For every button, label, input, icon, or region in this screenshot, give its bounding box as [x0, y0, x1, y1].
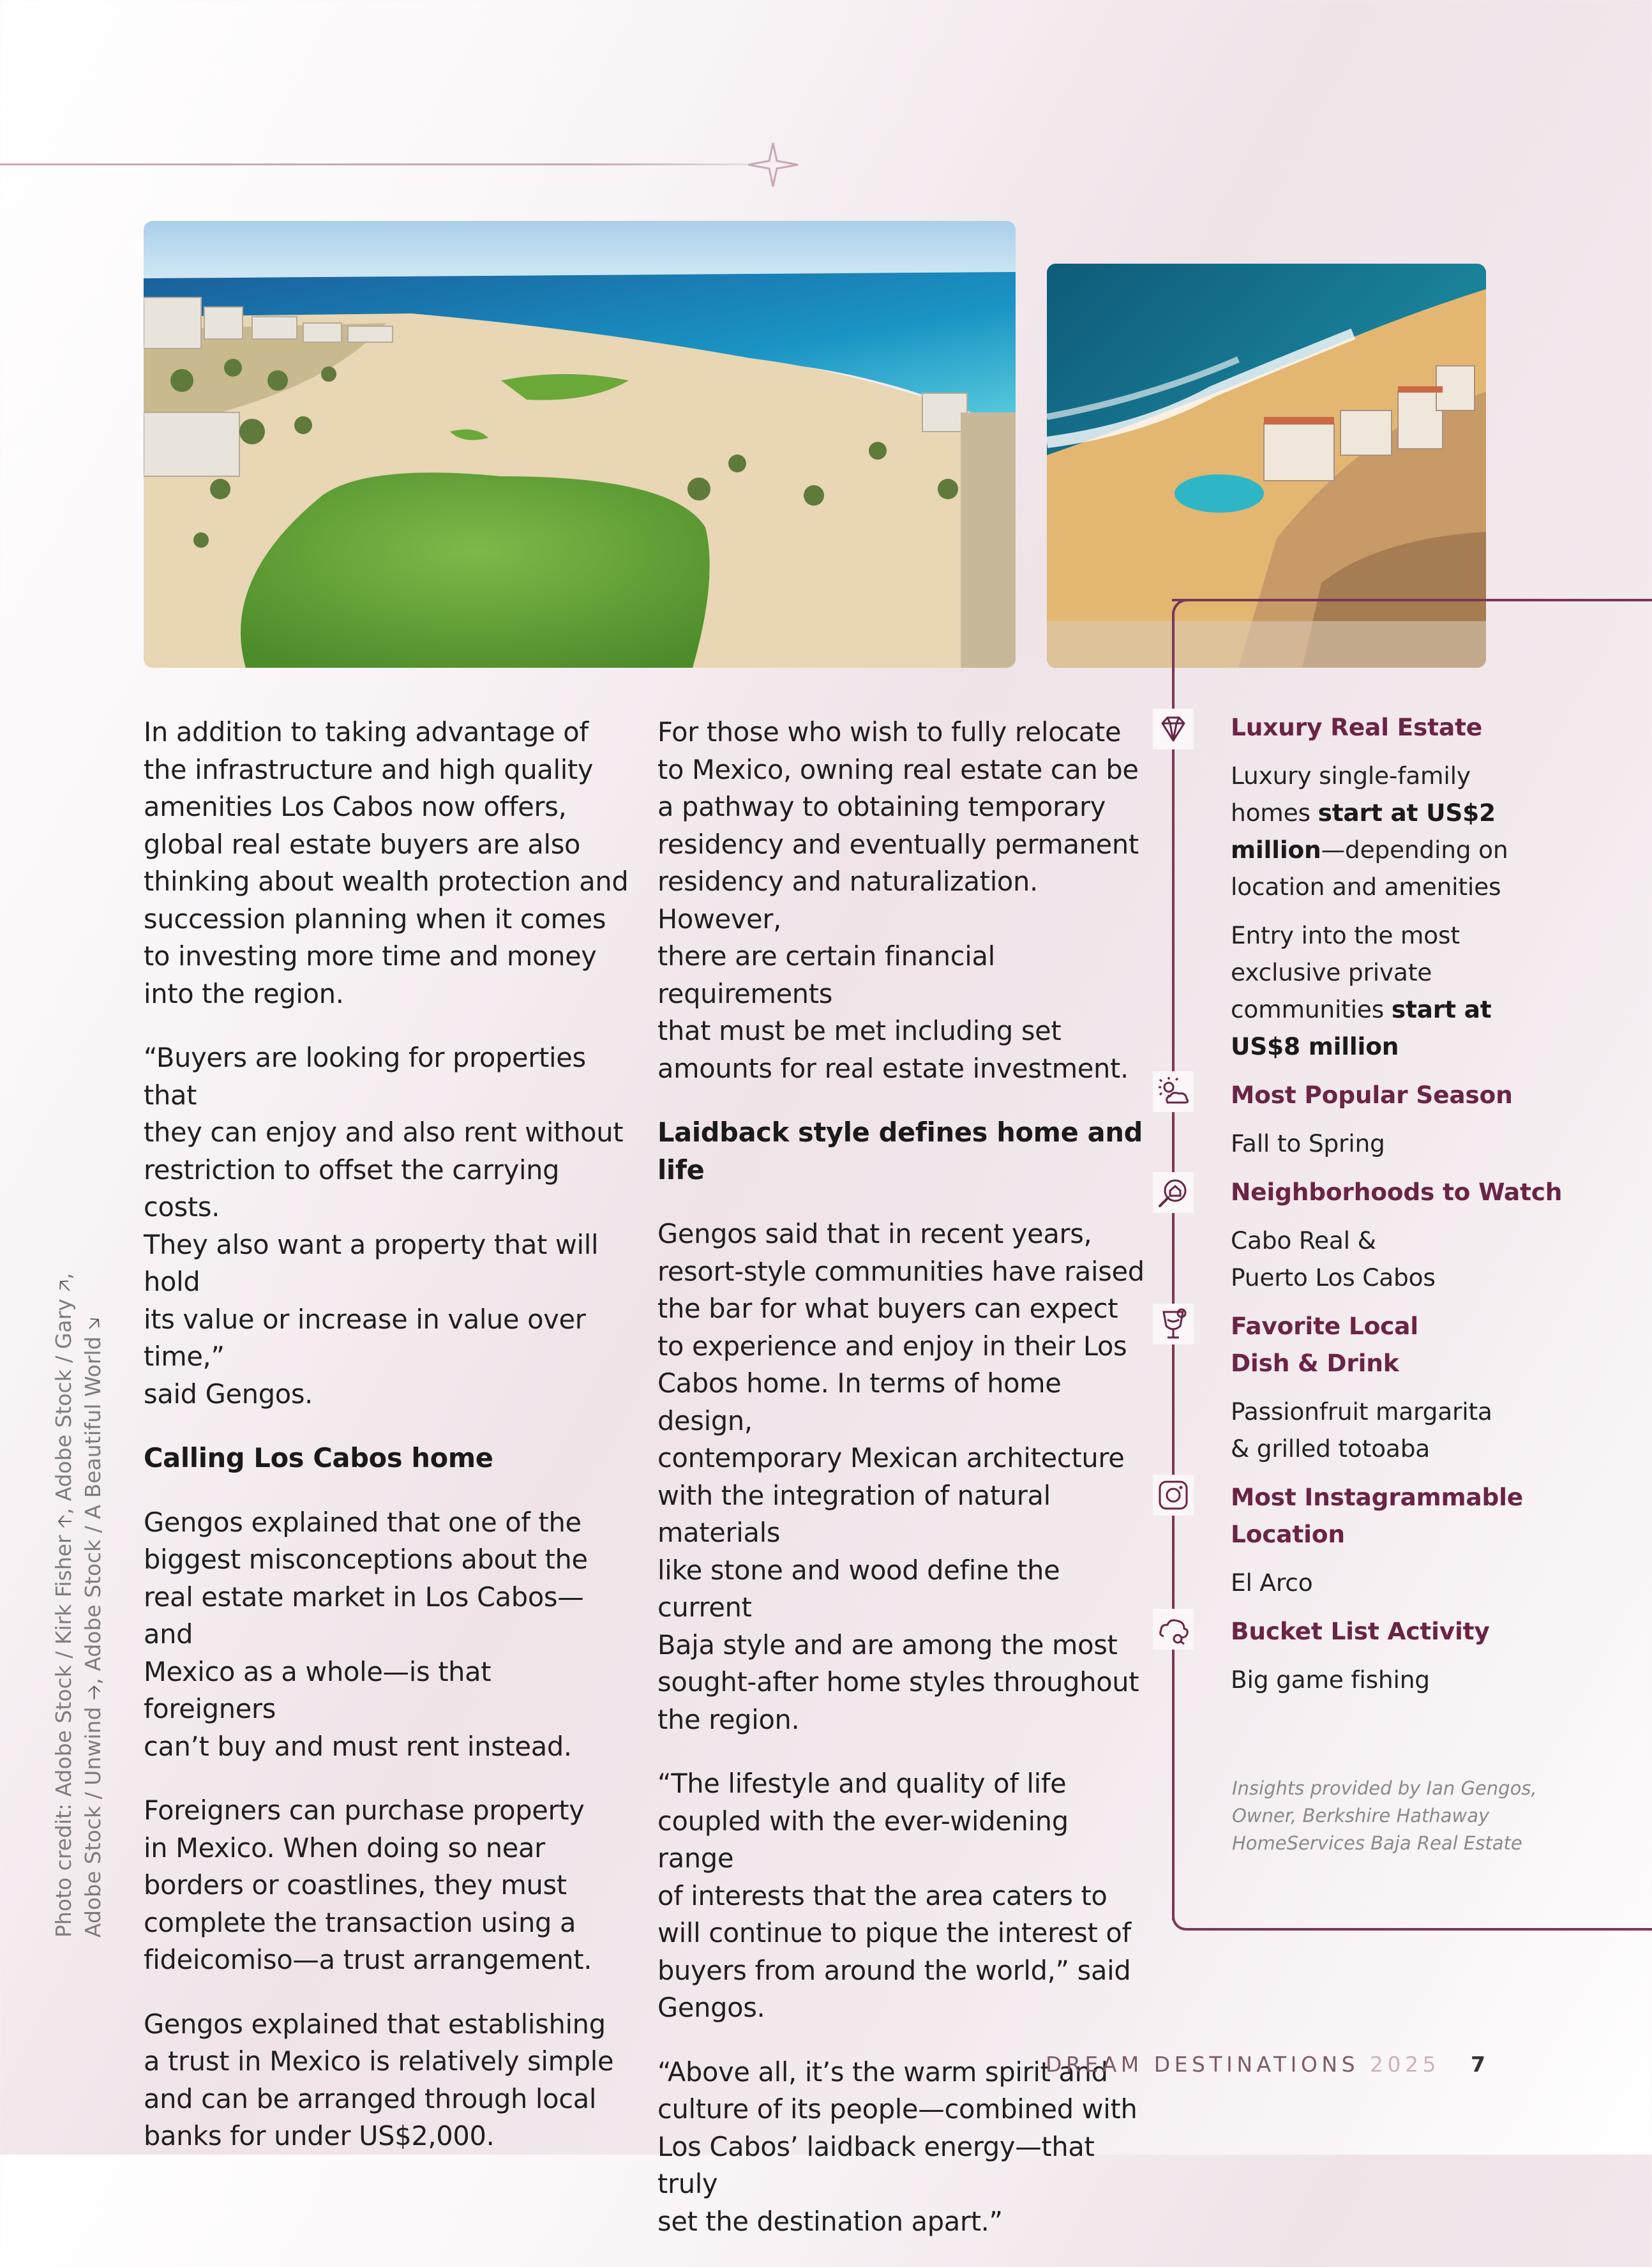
paragraph: Foreigners can purchase property in Mexico. When doing so near borders or coastlines, they must complete the transaction using a fideicomiso—a trust arrangement.	[144, 1795, 592, 1975]
paragraph: “Buyers are looking for properties that they can enjoy and also rent without restriction to offset the carrying costs. They also want a property that will hold its value or increase in value over time,” said Gengos.	[144, 1042, 624, 1410]
photo-credit-line	[79, 1286, 109, 1938]
golf-course-photo	[144, 221, 1016, 668]
cloud-activity-icon	[1153, 1609, 1194, 1650]
footer-year: 2025	[1370, 2052, 1441, 2077]
credit-text: , Adobe Stock / A Beautiful World	[80, 1329, 105, 1685]
fact-body	[1231, 757, 1626, 905]
page-number: 7	[1471, 2052, 1485, 2077]
fact-title: Most Instagrammable Location	[1231, 1483, 1524, 1548]
sidebar-frame-top	[1172, 599, 1652, 601]
footer-label	[1046, 2052, 1440, 2077]
fact-title: Favorite Local Dish & Drink	[1231, 1312, 1418, 1377]
paragraph: “Above all, it’s the warm spirit and culture of its people—combined with Los Cabos’ laidback energy—that truly set the destination apart.”	[657, 2056, 1138, 2237]
article-column-middle	[657, 714, 1149, 2267]
fact-body: Big game fishing	[1231, 1666, 1430, 1694]
fact-text: Entry into the most exclusive private communities	[1231, 921, 1460, 1023]
fact-body: Cabo Real & Puerto Los Cabos	[1231, 1226, 1436, 1292]
photo-credit-line	[50, 1272, 79, 1938]
credit-text: ,	[51, 1272, 76, 1280]
fact-title: Most Popular Season	[1231, 1081, 1513, 1109]
photo-credit	[50, 1272, 109, 1938]
fact-body: Fall to Spring	[1231, 1129, 1385, 1157]
cliff-resort-photo	[1047, 264, 1486, 668]
arrow-right-icon: 🡢	[83, 1684, 105, 1701]
section-heading: Laidback style defines home and life	[657, 1117, 1143, 1186]
section-heading: Calling Los Cabos home	[144, 1442, 493, 1473]
fact-dish-drink	[1231, 1307, 1626, 1467]
sidebar-frame-bottom	[1172, 1901, 1652, 1931]
fact-highlight: start at US$2 million	[1231, 799, 1496, 864]
fact-text: —depending on location and amenities	[1231, 836, 1508, 901]
paragraph: “The lifestyle and quality of life coupled with the ever-widening range of interests that the area caters to will continue to pique the interest of buyers from around the world,” said Gengos.	[657, 1768, 1131, 2023]
arrow-downright-icon: 🡦	[83, 1317, 105, 1330]
arrow-upright-icon: 🡥	[54, 1279, 76, 1292]
fact-title: Neighborhoods to Watch	[1231, 1178, 1563, 1206]
cocktail-icon	[1153, 1304, 1194, 1344]
footer-title: DREAM DESTINATIONS	[1046, 2052, 1360, 2077]
article-column-left	[144, 714, 629, 2182]
fact-title: Bucket List Activity	[1231, 1617, 1490, 1645]
paragraph: Gengos explained that one of the biggest misconceptions about the real estate market in Los Cabos—and Mexico as a whole—is that foreigners can’t buy and must rent instead.	[144, 1506, 588, 1762]
sidebar-facts	[1231, 709, 1626, 1710]
paragraph: In addition to taking advantage of the infrastructure and high quality amenities Los Cabos now offers, global real estate buyers are also thinking about wealth protection and succession planning when it comes to investing more time and money into the region.	[144, 716, 629, 1009]
diamond-icon	[1153, 709, 1194, 749]
paragraph: Gengos said that in recent years, resort-style communities have raised the bar for what buyers can expect to experience and enjoy in their Los Cabos home. In terms of home design, contemporary Mexican architecture with the integration of natural materials like stone and wood define the current Baja style and are among the most sought-after home styles throughout the region.	[657, 1218, 1145, 1735]
camera-icon	[1153, 1475, 1194, 1516]
paragraph: For those who wish to fully relocate to Mexico, owning real estate can be a pathway to obtaining temporary residency and eventually permanent residency and naturalization. However, there are certain financial requirements that must be met including set amounts for real estate investment.	[657, 716, 1139, 1084]
fact-body: Passionfruit margarita & grilled totoaba	[1231, 1397, 1492, 1463]
credit-text: Photo credit: Adobe Stock / Kirk Fisher	[51, 1528, 76, 1938]
insight-attribution: Insights provided by Ian Gengos, Owner, Berkshire Hathaway HomeServices Baja Real Estate	[1232, 1777, 1537, 1854]
sun-cloud-icon	[1153, 1071, 1194, 1112]
fact-highlight: start at US$8 million	[1231, 995, 1492, 1060]
fact-neighborhoods	[1231, 1173, 1626, 1296]
fact-popular-season	[1231, 1076, 1626, 1162]
credit-text: Adobe Stock / Unwind	[80, 1700, 105, 1938]
credit-text: , Adobe Stock / Gary	[51, 1292, 76, 1515]
fact-bucket-list	[1231, 1613, 1626, 1698]
fact-instagram-location	[1231, 1479, 1626, 1601]
paragraph: Gengos explained that establishing a trust in Mexico is relatively simple and can be arranged through local banks for under US$2,000.	[144, 2008, 614, 2151]
fact-body	[1231, 917, 1626, 1065]
star-icon	[746, 140, 800, 189]
fact-title: Luxury Real Estate	[1231, 713, 1482, 741]
sidebar-frame-line	[1172, 613, 1175, 1920]
arrow-up-icon: 🡡	[54, 1514, 76, 1528]
fact-luxury-real-estate	[1231, 709, 1626, 1065]
decorative-top-line	[0, 163, 747, 165]
home-search-icon	[1153, 1172, 1194, 1213]
fact-text: Luxury single-family homes	[1231, 762, 1471, 827]
fact-body: El Arco	[1231, 1569, 1313, 1597]
